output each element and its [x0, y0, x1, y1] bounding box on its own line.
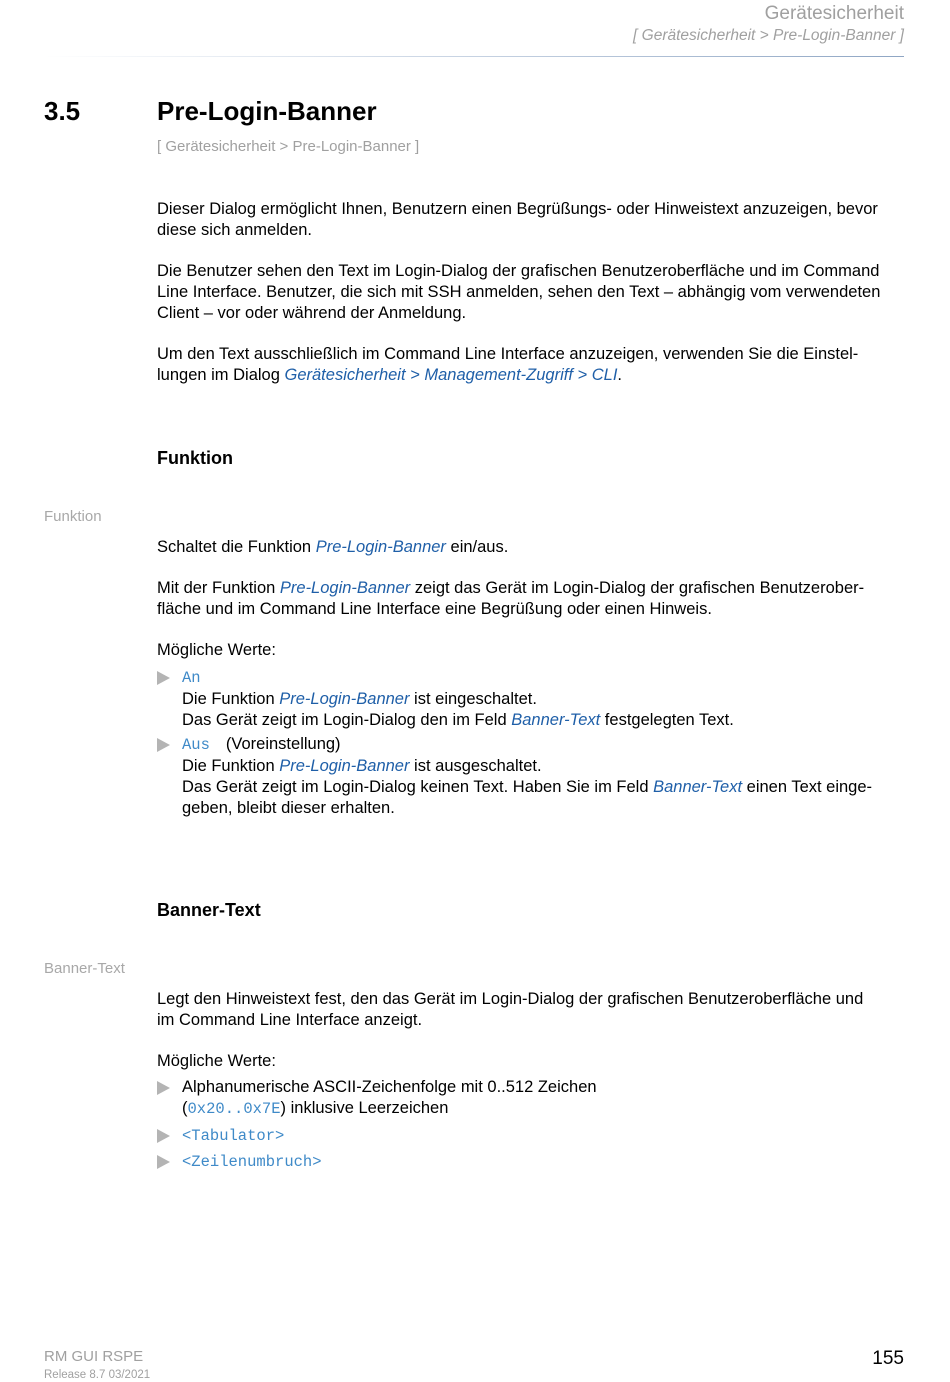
- pre-login-banner-ref: Pre-Login-Banner: [315, 538, 446, 556]
- cli-dialog-link[interactable]: Gerätesicherheit > Management-Zugriff > CLI: [284, 366, 618, 384]
- list-item-aus: Aus (Voreinstellung) Die Funktion Pre-Login-Banner ist ausgeschaltet. Das Gerät zeigt im Login-Dialog keinen Text. Haben Sie im Feld Banner-Text einen Text einge- geben, bleibt dieser erhalten.: [157, 734, 907, 819]
- section-heading-funktion: Funktion: [157, 448, 233, 468]
- default-marker: (Voreinstellung): [225, 735, 341, 753]
- banner-text-values-label: Mögliche Werte:: [157, 1052, 276, 1070]
- chapter-number: 3.5: [44, 96, 81, 126]
- triangle-bullet-icon: [157, 671, 170, 685]
- footer-document-name: RM GUI RSPE: [44, 1348, 144, 1365]
- list-item-an: An Die Funktion Pre-Login-Banner ist eingeschaltet. Das Gerät zeigt im Login-Dialog den im Feld Banner-Text festgelegten Text.: [157, 667, 907, 731]
- intro-paragraph-2: Die Benutzer sehen den Text im Login-Dialog der grafischen Benutzeroberfläche und im Command Line Interface. Benutzer, die sich mit SSH anmelden, sehen den Text – abhängig vom verwendeten Client – vor oder während der Anmeldung.: [157, 262, 881, 322]
- triangle-bullet-icon: [157, 1155, 170, 1169]
- intro-paragraph-3: Um den Text ausschließlich im Command Line Interface anzuzeigen, verwenden Sie die Einstel- lungen im Dialog Gerätesicherheit > Management-Zugriff > CLI.: [157, 345, 859, 384]
- chapter-path: [ Gerätesicherheit > Pre-Login-Banner ]: [157, 138, 420, 155]
- list-item-zeilenumbruch: <Zeilenumbruch>: [157, 1151, 907, 1173]
- pre-login-banner-ref: Pre-Login-Banner: [279, 579, 411, 597]
- funktion-paragraph-2: Mit der Funktion Pre-Login-Banner zeigt das Gerät im Login-Dialog der grafischen Benutzerober- fläche und im Command Line Interface eine Begrüßung oder einen Hinweis.: [157, 579, 865, 618]
- value-aus: Aus: [182, 736, 210, 754]
- intro-paragraph-1: Dieser Dialog ermöglicht Ihnen, Benutzern einen Begrüßungs- oder Hinweistext anzuzeigen, bevor diese sich anmelden.: [157, 200, 878, 239]
- banner-text-ref: Banner-Text: [653, 778, 743, 796]
- footer-release: Release 8.7 03/2021: [44, 1369, 151, 1381]
- running-header-path: [ Gerätesicherheit > Pre-Login-Banner ]: [633, 27, 904, 44]
- banner-text-ref: Banner-Text: [511, 711, 601, 729]
- page-number: 155: [872, 1348, 904, 1369]
- list-item-ascii: Alphanumerische ASCII-Zeichenfolge mit 0..512 Zeichen (0x20..0x7E) inklusive Leerzeichen: [157, 1077, 907, 1120]
- funktion-paragraph-1: Schaltet die Funktion Pre-Login-Banner ein/aus.: [157, 538, 509, 556]
- header-rule: [44, 56, 904, 57]
- running-header-title: Gerätesicherheit: [764, 3, 904, 24]
- triangle-bullet-icon: [157, 738, 170, 752]
- triangle-bullet-icon: [157, 1129, 170, 1143]
- margin-label-banner-text: Banner-Text: [44, 960, 125, 977]
- banner-text-paragraph-1: Legt den Hinweistext fest, den das Gerät im Login-Dialog der grafischen Benutzeroberfläche und im Command Line Interface anzeigt.: [157, 990, 864, 1029]
- list-item-tabulator: <Tabulator>: [157, 1125, 907, 1147]
- value-an: An: [182, 669, 201, 687]
- section-heading-banner-text: Banner-Text: [157, 900, 261, 920]
- margin-label-funktion: Funktion: [44, 508, 102, 525]
- triangle-bullet-icon: [157, 1081, 170, 1095]
- chapter-title: Pre-Login-Banner: [157, 96, 377, 126]
- funktion-values-label: Mögliche Werte:: [157, 641, 276, 659]
